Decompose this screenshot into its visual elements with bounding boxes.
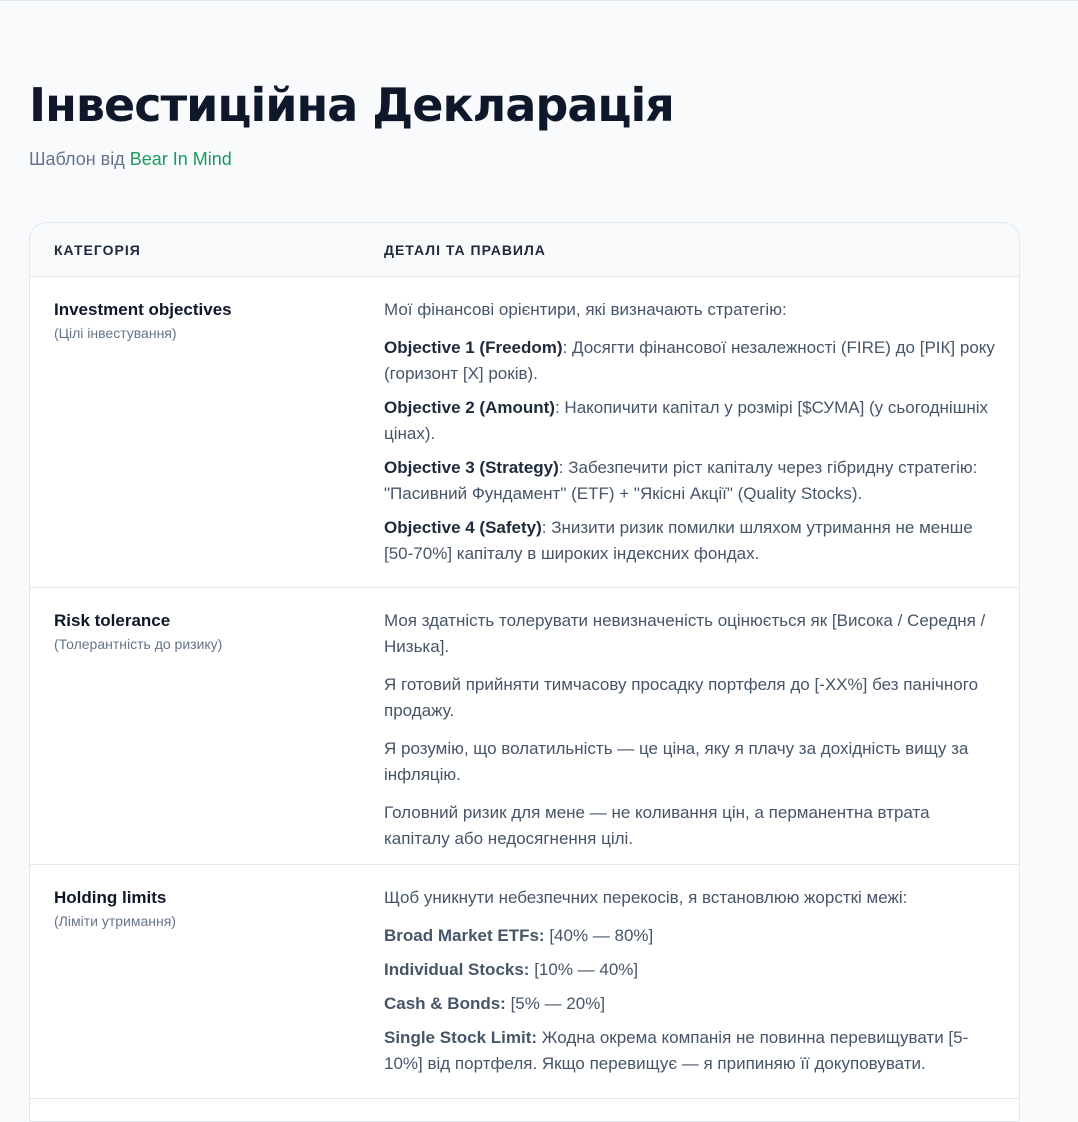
list-item — [384, 1025, 999, 1077]
table-row — [30, 277, 1019, 588]
item-text: : Знизити ризик помилки шляхом утримання не менше [50-70%] капіталу в широких індексних фондах. — [384, 518, 973, 563]
details-cell — [384, 277, 999, 584]
item-text: [10% — 40%] — [529, 960, 639, 979]
table-row — [30, 588, 1019, 865]
details-paragraph: Я готовий прийняти тимчасову просадку портфеля до [-XX%] без панічного продажу. — [384, 675, 979, 720]
brand-link[interactable]: Bear In Mind — [129, 149, 232, 169]
details-paragraph: Моя здатність толерувати невизначеність оцінюється як [Висока / Середня / Низька]. — [384, 611, 986, 656]
item-label: Broad Market ETFs: — [384, 926, 545, 945]
item-text: : Досягти фінансової незалежності (FIRE) до [РІК] року (горизонт [X] років). — [384, 338, 995, 383]
list-item — [384, 395, 999, 447]
category-title: Risk tolerance — [54, 611, 171, 630]
details-cell — [384, 865, 999, 1094]
table-row — [30, 865, 1019, 1099]
details-intro: Щоб уникнути небезпечних перекосів, я встановлюю жорсткі межі: — [384, 888, 908, 907]
item-text: [40% — 80%] — [544, 926, 654, 945]
details-cell — [384, 588, 999, 873]
item-label: Objective 1 (Freedom) — [384, 338, 563, 357]
item-label: Objective 3 (Strategy) — [384, 458, 559, 477]
details-paragraph: Головний ризик для мене — не коливання цін, а перманентна втрата капіталу або недосягнення цілі. — [384, 803, 930, 848]
list-item — [384, 515, 999, 567]
subtitle-prefix: Шаблон від — [29, 149, 130, 169]
column-header-category: КАТЕГОРІЯ — [54, 242, 141, 258]
item-text: : Забезпечити ріст капіталу через гібридну стратегію: "Пасивний Фундамент" (ETF) + "Якісні Акції" (Quality Stocks). — [384, 458, 978, 503]
page-subtitle — [29, 149, 232, 170]
details-paragraph: Я розумію, що волатильність — це ціна, яку я плачу за дохідність вищу за інфляцію. — [384, 739, 969, 784]
category-cell — [54, 299, 354, 343]
page-title: Інвестиційна Декларація — [29, 78, 674, 132]
item-text: : Накопичити капітал у розмірі [$СУМА] (у сьогоднішніх цінах). — [384, 398, 989, 443]
list-item — [384, 335, 999, 387]
table-header — [30, 223, 1019, 277]
details-intro: Мої фінансові орієнтири, які визначають стратегію: — [384, 300, 787, 319]
column-header-details: ДЕТАЛІ ТА ПРАВИЛА — [384, 242, 546, 258]
item-text: Жодна окрема компанія не повинна перевищувати [5-10%] від портфеля. Якщо перевищує — я припиняю її докуповувати. — [384, 1028, 969, 1073]
top-divider — [0, 0, 1078, 1]
item-label: Single Stock Limit: — [384, 1028, 538, 1047]
list-item — [384, 957, 999, 983]
declaration-table — [29, 222, 1020, 1122]
item-label: Objective 4 (Safety) — [384, 518, 542, 537]
item-text: [5% — 20%] — [505, 994, 606, 1013]
category-cell — [54, 887, 354, 931]
item-label: Individual Stocks: — [384, 960, 530, 979]
list-item — [384, 455, 999, 507]
list-item — [384, 991, 999, 1017]
category-cell — [54, 610, 354, 654]
category-subtitle: (Толерантність до ризику) — [54, 636, 223, 652]
item-label: Cash & Bonds: — [384, 994, 506, 1013]
category-title: Investment objectives — [54, 300, 232, 319]
category-subtitle: (Ліміти утримання) — [54, 913, 176, 929]
category-subtitle: (Цілі інвестування) — [54, 325, 177, 341]
item-label: Objective 2 (Amount) — [384, 398, 555, 417]
list-item — [384, 923, 999, 949]
category-title: Holding limits — [54, 888, 167, 907]
